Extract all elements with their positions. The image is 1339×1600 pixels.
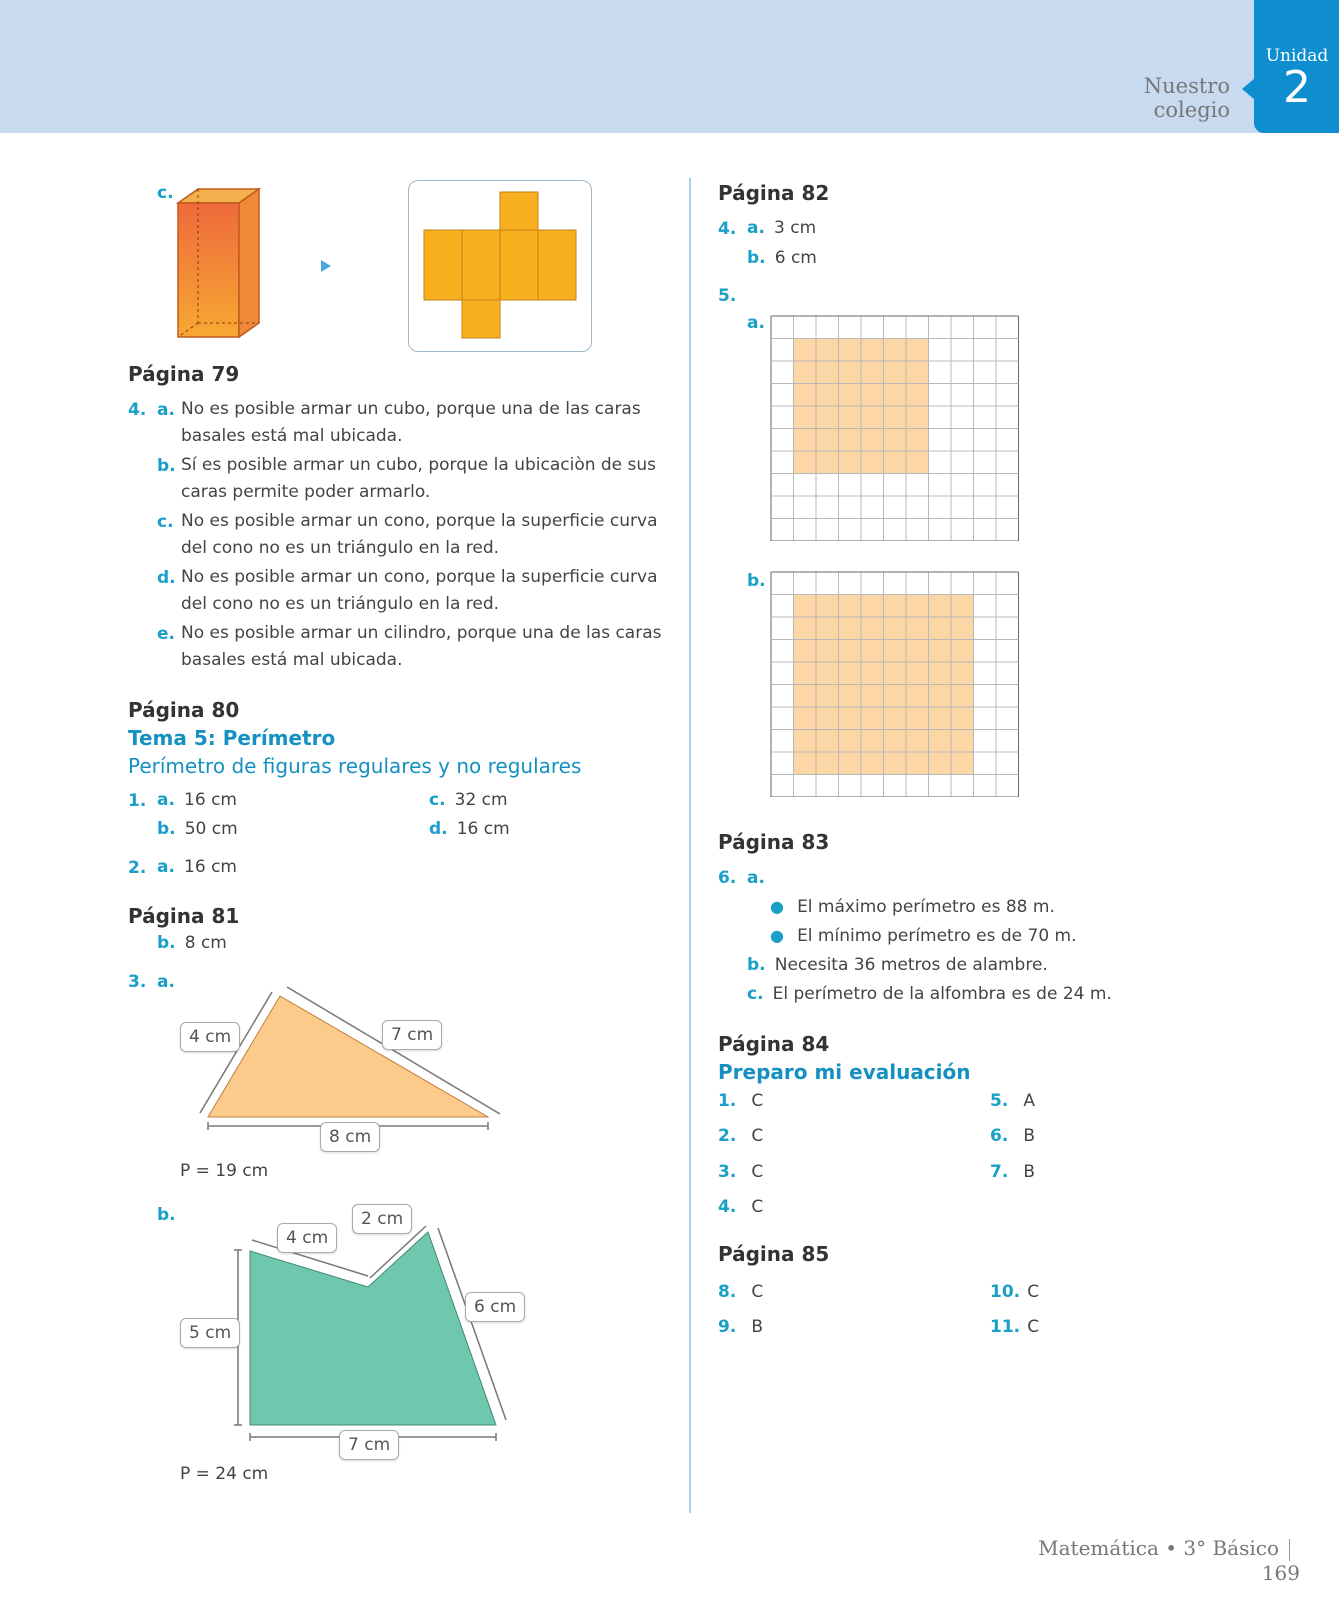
grid-filled-cell xyxy=(861,339,884,362)
answer-value: 32 cm xyxy=(454,790,508,810)
answer-value: C xyxy=(751,1126,764,1146)
grid-filled-cell xyxy=(906,451,929,474)
grid-filled-cell xyxy=(884,730,907,753)
answer-value: 50 cm xyxy=(184,819,238,839)
grid-filled-cell xyxy=(884,339,907,362)
answer-value: C xyxy=(751,1197,764,1217)
grid-filled-cell xyxy=(951,707,974,730)
grid-filled-cell xyxy=(951,617,974,640)
answer-item xyxy=(157,452,677,508)
answer-number: 11. xyxy=(990,1317,1021,1337)
question-4-number-p82: 4. xyxy=(718,219,737,239)
grid-filled-cell xyxy=(951,662,974,685)
grid-filled-cell xyxy=(794,752,817,775)
grid-filled-cell xyxy=(839,617,862,640)
grid-filled-cell xyxy=(816,339,839,362)
answer-value: C xyxy=(1027,1282,1040,1302)
grid-filled-cell xyxy=(794,451,817,474)
page-81-title: Página 81 xyxy=(128,904,240,928)
grid-filled-cell xyxy=(816,640,839,663)
answer-item xyxy=(157,396,677,452)
grid-filled-cell xyxy=(906,707,929,730)
answer-row xyxy=(157,854,237,881)
answer-row xyxy=(429,787,508,814)
grid-filled-cell xyxy=(839,384,862,407)
answer-item xyxy=(157,620,677,676)
answer-row xyxy=(718,1159,763,1186)
grid-filled-cell xyxy=(906,662,929,685)
answer-value: 16 cm xyxy=(184,857,237,877)
answer-text-line1: Sí es posible armar un cubo, porque la ubicaciòn de sus xyxy=(181,455,657,475)
topic-title: Tema 5: Perímetro xyxy=(128,726,336,750)
pentagon-top-mid-label: 2 cm xyxy=(352,1204,412,1234)
grid-filled-cell xyxy=(839,707,862,730)
grid-filled-cell xyxy=(816,617,839,640)
grid-filled-cell xyxy=(839,685,862,708)
grid-filled-cell xyxy=(816,406,839,429)
answer-text-line1: No es posible armar un cono, porque la superficie curva xyxy=(181,567,658,587)
grid-filled-cell xyxy=(884,361,907,384)
grid-filled-cell xyxy=(839,451,862,474)
grid-filled-cell xyxy=(884,384,907,407)
grid-filled-cell xyxy=(816,685,839,708)
answer-number: 8. xyxy=(718,1282,737,1302)
grid-filled-cell xyxy=(794,640,817,663)
answer-row xyxy=(718,1123,763,1150)
answer-number: 5. xyxy=(990,1091,1009,1111)
answer-value: C xyxy=(751,1162,764,1182)
pentagon-right-label: 6 cm xyxy=(465,1292,525,1322)
grid-filled-cell xyxy=(861,685,884,708)
grid-filled-cell xyxy=(884,595,907,618)
grid-filled-cell xyxy=(861,662,884,685)
grid-filled-cell xyxy=(816,707,839,730)
answer-value: C xyxy=(751,1282,764,1302)
grid-filled-cell xyxy=(861,429,884,452)
grid-filled-cell xyxy=(839,595,862,618)
answer-row xyxy=(990,1088,1035,1115)
answer-text-line2: basales está mal ubicada. xyxy=(181,426,403,446)
grid-filled-cell xyxy=(839,662,862,685)
grid-filled-cell xyxy=(906,361,929,384)
answer-text-line2: del cono no es un triángulo en la red. xyxy=(181,594,500,614)
answer-row xyxy=(747,245,817,272)
grid-filled-cell xyxy=(861,451,884,474)
answer-value: C xyxy=(751,1091,764,1111)
grid-filled-cell xyxy=(794,707,817,730)
grid-filled-cell xyxy=(884,752,907,775)
grid-filled-cell xyxy=(929,662,952,685)
answer-value: El perímetro de la alfombra es de 24 m. xyxy=(772,984,1112,1004)
answer-item xyxy=(157,508,677,564)
answer-value: B xyxy=(751,1317,764,1337)
page-number: 169 xyxy=(1261,1560,1300,1585)
page-85-title: Página 85 xyxy=(718,1242,830,1266)
answer-label: a. xyxy=(747,218,765,238)
answer-row xyxy=(990,1279,1039,1306)
footer-book-title: Matemática • 3° Básico xyxy=(1038,1536,1279,1560)
answer-row xyxy=(718,1314,763,1341)
unit-word: Unidad xyxy=(1265,46,1329,66)
question-6a-label: a. xyxy=(747,868,765,888)
answer-value: B xyxy=(1023,1126,1036,1146)
grid-filled-cell xyxy=(816,361,839,384)
answer-label: c. xyxy=(429,790,446,810)
grid-filled-cell xyxy=(861,595,884,618)
answer-value: 3 cm xyxy=(774,218,817,238)
answer-value: C xyxy=(1027,1317,1040,1337)
answer-row xyxy=(990,1123,1035,1150)
grid-filled-cell xyxy=(816,752,839,775)
page-84-subtitle: Preparo mi evaluación xyxy=(718,1060,971,1084)
grid-filled-cell xyxy=(839,361,862,384)
page-83-title: Página 83 xyxy=(718,830,830,854)
pentagon-top-left-label: 4 cm xyxy=(277,1223,337,1253)
triangle-figure xyxy=(190,980,510,1130)
triangle-right-side-label: 7 cm xyxy=(382,1020,442,1050)
bullet-dot-icon: ● xyxy=(770,897,784,916)
question-2-number: 2. xyxy=(128,858,147,878)
grid-filled-cell xyxy=(951,595,974,618)
page-82-title: Página 82 xyxy=(718,181,830,205)
grid-filled-cell xyxy=(884,429,907,452)
bullet-item xyxy=(770,923,1077,950)
question-5a-label: a. xyxy=(747,313,765,333)
answer-label: c. xyxy=(157,512,174,532)
answer-value: 16 cm xyxy=(184,790,237,810)
answer-value: 16 cm xyxy=(456,819,510,839)
grid-filled-cell xyxy=(816,451,839,474)
answer-row xyxy=(990,1314,1039,1341)
answer-number: 2. xyxy=(718,1126,737,1146)
answer-number: 3. xyxy=(718,1162,737,1182)
answer-row xyxy=(990,1159,1035,1186)
grid-filled-cell xyxy=(816,429,839,452)
answer-text-line2: del cono no es un triángulo en la red. xyxy=(181,538,500,558)
answer-row xyxy=(747,952,1048,979)
grid-filled-cell xyxy=(884,707,907,730)
answer-number: 4. xyxy=(718,1197,737,1217)
triangle-left-side-label: 4 cm xyxy=(180,1022,240,1052)
grid-filled-cell xyxy=(906,752,929,775)
answer-value: B xyxy=(1023,1162,1036,1182)
grid-filled-cell xyxy=(884,406,907,429)
grid-filled-cell xyxy=(906,617,929,640)
question-3a-label: a. xyxy=(157,972,175,992)
answer-value: A xyxy=(1023,1091,1036,1111)
grid-filled-cell xyxy=(794,617,817,640)
answer-label: a. xyxy=(157,857,175,877)
answer-label: c. xyxy=(747,984,764,1004)
prism-net-figure xyxy=(408,180,590,350)
answer-text-line1: No es posible armar un cono, porque la superficie curva xyxy=(181,511,658,531)
page-79-answers xyxy=(157,396,677,676)
question-1-number: 1. xyxy=(128,791,147,811)
bullet-item xyxy=(770,894,1055,921)
page-84-title: Página 84 xyxy=(718,1032,830,1056)
grid-filled-cell xyxy=(794,662,817,685)
grid-filled-cell xyxy=(906,406,929,429)
answer-value: 8 cm xyxy=(184,933,227,953)
answer-row xyxy=(718,1279,763,1306)
grid-filled-cell xyxy=(861,640,884,663)
page-79-title: Página 79 xyxy=(128,362,240,386)
grid-filled-cell xyxy=(929,730,952,753)
answer-row xyxy=(157,930,227,957)
pentagon-bottom-label: 7 cm xyxy=(339,1430,399,1460)
unit-number: 2 xyxy=(1283,62,1311,113)
grid-filled-cell xyxy=(794,730,817,753)
grid-filled-cell xyxy=(929,707,952,730)
grid-filled-cell xyxy=(906,730,929,753)
page-80-title: Página 80 xyxy=(128,698,240,722)
pentagon-perimeter: P = 24 cm xyxy=(180,1464,269,1484)
triangle-bottom-side-label: 8 cm xyxy=(320,1122,380,1152)
grid-filled-cell xyxy=(906,339,929,362)
grid-filled-cell xyxy=(794,361,817,384)
answer-number: 7. xyxy=(990,1162,1009,1182)
answer-row xyxy=(157,816,238,843)
answer-number: 10. xyxy=(990,1282,1021,1302)
answer-label: a. xyxy=(157,790,175,810)
footer xyxy=(1000,1536,1300,1585)
answer-label: b. xyxy=(747,955,766,975)
grid-filled-cell xyxy=(861,617,884,640)
grid-filled-cell xyxy=(906,640,929,663)
answer-text-line2: basales está mal ubicada. xyxy=(181,650,403,670)
grid-filled-cell xyxy=(929,617,952,640)
grid-filled-cell xyxy=(861,730,884,753)
answer-text-line2: caras permite poder armarlo. xyxy=(181,482,431,502)
answer-label: b. xyxy=(157,819,176,839)
grid-filled-cell xyxy=(951,752,974,775)
grid-filled-cell xyxy=(839,429,862,452)
grid-filled-cell xyxy=(794,384,817,407)
answer-row xyxy=(429,816,510,843)
answer-label: d. xyxy=(429,819,448,839)
grid-filled-cell xyxy=(951,685,974,708)
grid-filled-cell xyxy=(861,384,884,407)
grid-filled-cell xyxy=(884,451,907,474)
grid-filled-cell xyxy=(884,640,907,663)
triangle-perimeter: P = 19 cm xyxy=(180,1161,269,1181)
grid-filled-cell xyxy=(816,662,839,685)
grid-filled-cell xyxy=(884,662,907,685)
grid-filled-cell xyxy=(884,685,907,708)
grid-filled-cell xyxy=(794,339,817,362)
answer-number: 6. xyxy=(990,1126,1009,1146)
grid-filled-cell xyxy=(839,730,862,753)
question-3-number: 3. xyxy=(128,972,147,992)
rectangular-prism-figure xyxy=(175,185,265,340)
answer-row xyxy=(718,1194,763,1221)
answer-label: b. xyxy=(157,456,176,476)
answer-number: 1. xyxy=(718,1091,737,1111)
topic-subtitle: Perímetro de figuras regulares y no regulares xyxy=(128,754,582,778)
grid-filled-cell xyxy=(794,685,817,708)
answer-row xyxy=(747,215,816,242)
grid-filled-cell xyxy=(906,384,929,407)
question-3b-label: b. xyxy=(157,1205,176,1225)
answer-label: e. xyxy=(157,624,175,644)
grid-filled-cell xyxy=(884,617,907,640)
grid-filled-cell xyxy=(861,406,884,429)
grid-filled-cell xyxy=(839,752,862,775)
bullet-dot-icon: ● xyxy=(770,926,784,945)
column-divider xyxy=(689,178,691,1513)
grid-filled-cell xyxy=(951,730,974,753)
grid-filled-cell xyxy=(861,752,884,775)
grid-filled-cell xyxy=(929,595,952,618)
question-6-number: 6. xyxy=(718,868,737,888)
footer-separator xyxy=(1289,1539,1290,1561)
grid-filled-cell xyxy=(839,640,862,663)
pentagon-left-label: 5 cm xyxy=(180,1318,240,1348)
grid-filled-cell xyxy=(861,707,884,730)
answer-value: Necesita 36 metros de alambre. xyxy=(774,955,1048,975)
grid-filled-cell xyxy=(906,429,929,452)
grid-filled-cell xyxy=(906,685,929,708)
question-5b-label: b. xyxy=(747,571,766,591)
answer-label: d. xyxy=(157,568,176,588)
item-c-label: c. xyxy=(157,183,174,203)
grid-b-figure xyxy=(770,571,1020,797)
question-4-number: 4. xyxy=(128,400,147,420)
header-title: Nuestro colegio xyxy=(1143,74,1230,122)
answer-value: 6 cm xyxy=(774,248,817,268)
bullet-text: El máximo perímetro es 88 m. xyxy=(797,897,1055,917)
grid-filled-cell xyxy=(906,595,929,618)
grid-filled-cell xyxy=(861,361,884,384)
grid-filled-cell xyxy=(794,595,817,618)
grid-filled-cell xyxy=(816,730,839,753)
answer-text-line1: No es posible armar un cubo, porque una de las caras xyxy=(181,399,641,419)
arrow-right-icon xyxy=(320,259,332,273)
answer-text-line1: No es posible armar un cilindro, porque una de las caras xyxy=(181,623,662,643)
grid-filled-cell xyxy=(794,429,817,452)
grid-filled-cell xyxy=(816,384,839,407)
answer-label: a. xyxy=(157,400,175,420)
question-5-number: 5. xyxy=(718,286,737,306)
grid-filled-cell xyxy=(929,640,952,663)
grid-filled-cell xyxy=(794,406,817,429)
answer-item xyxy=(157,564,677,620)
answer-label: b. xyxy=(157,933,176,953)
grid-filled-cell xyxy=(839,406,862,429)
grid-filled-cell xyxy=(929,752,952,775)
grid-a-figure xyxy=(770,315,1020,541)
answer-label: b. xyxy=(747,248,766,268)
answer-row xyxy=(157,787,237,814)
grid-filled-cell xyxy=(816,595,839,618)
bullet-text: El mínimo perímetro es de 70 m. xyxy=(797,926,1077,946)
grid-filled-cell xyxy=(929,685,952,708)
answer-number: 9. xyxy=(718,1317,737,1337)
answer-row xyxy=(747,981,1112,1008)
grid-filled-cell xyxy=(951,640,974,663)
answer-row xyxy=(718,1088,763,1115)
grid-filled-cell xyxy=(839,339,862,362)
